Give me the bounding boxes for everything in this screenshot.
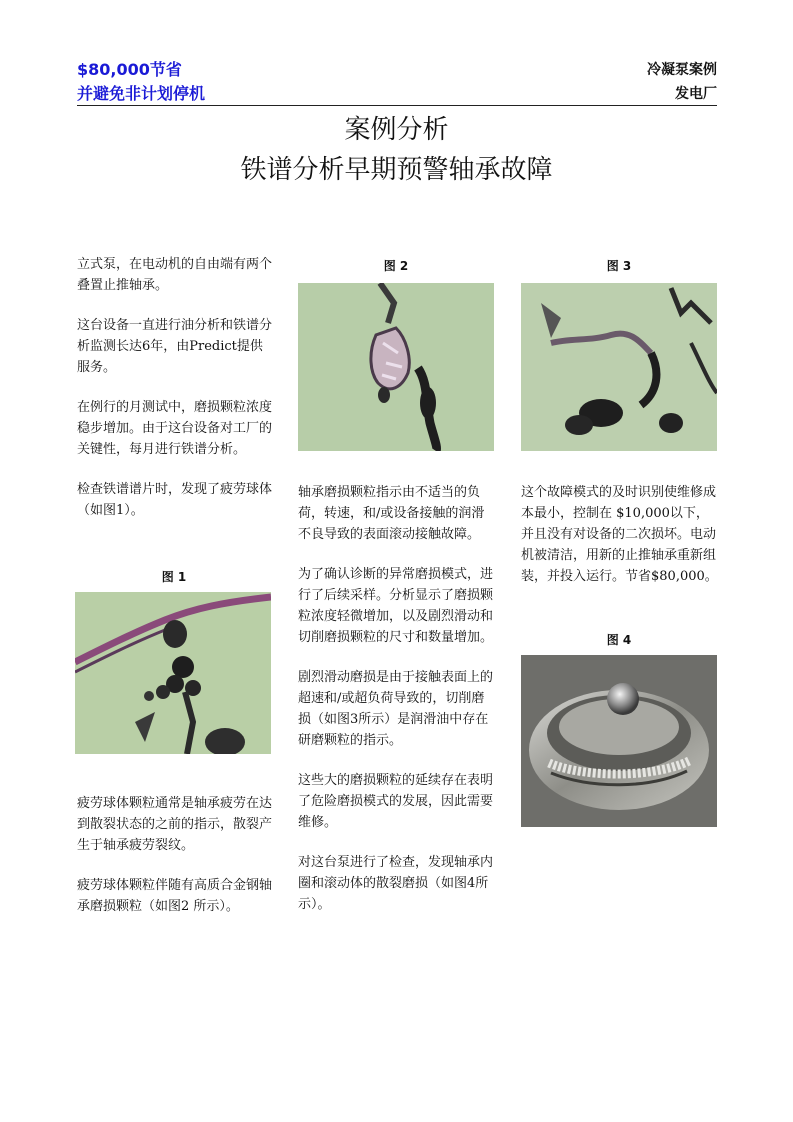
paragraph: 立式泵，在电动机的自由端有两个叠置止推轴承。: [77, 257, 273, 293]
column-3-text: [521, 482, 719, 606]
header-savings: [77, 58, 205, 106]
figure-1-photo: [75, 592, 271, 754]
column-1-bottom: [77, 793, 275, 936]
page-subtitle: 铁谱分析早期预警轴承故障: [240, 155, 553, 185]
header-case: [647, 58, 717, 106]
paragraph: 在例行的月测试中，磨损颗粒浓度稳步增加。由于这台设备对工厂的关键性，每月进行铁谱分析。: [77, 400, 273, 457]
figure-3-photo: [521, 283, 717, 451]
paragraph: 为了确认诊断的异常磨损模式，进行了后续采样。分析显示了磨损颗粒浓度轻微增加，以及剧烈滑动和切削磨损颗粒的尺寸和数量增加。: [298, 567, 494, 645]
figure-4-label: 图 4: [606, 633, 632, 647]
paragraph: 剧烈滑动磨损是由于接触表面上的超速和/或超负荷导致的，切削磨损（如图3所示）是润滑油中存在研磨颗粒的指示。: [298, 670, 494, 748]
paragraph: 这个故障模式的及时识别使维修成本最小，控制在 $10,000以下，并且没有对设备的二次损坏。电动机被清洁，用新的止推轴承重新组装，并投入运行。节省$80,000。: [521, 485, 718, 584]
paragraph: 疲劳球体颗粒伴随有高质合金钢轴承磨损颗粒（如图2 所示）。: [77, 878, 273, 914]
header-case-line1: 冷凝泵案例: [647, 62, 717, 78]
figure-2-photo: [298, 283, 494, 451]
paragraph: 疲劳球体颗粒通常是轴承疲劳在达到散裂状态的之前的指示，散裂产生于轴承疲劳裂纹。: [77, 796, 273, 853]
paragraph: 这些大的磨损颗粒的延续存在表明了危险磨损模式的发展，因此需要维修。: [298, 773, 494, 830]
column-1-top: [77, 254, 275, 540]
header-savings-line1: $80,000节省: [77, 60, 182, 79]
paragraph: 检查铁谱谱片时，发现了疲劳球体（如图1）。: [77, 482, 273, 518]
page-title: 案例分析: [344, 115, 449, 145]
figure-1-label: 图 1: [161, 570, 187, 584]
figure-3-label: 图 3: [606, 259, 632, 273]
header-case-line2: 发电厂: [675, 86, 717, 102]
column-2-text: [298, 482, 496, 934]
paragraph: 轴承磨损颗粒指示由不适当的负荷，转速，和/或设备接触的润滑不良导致的表面滚动接触故障。: [298, 485, 485, 542]
figure-2-label: 图 2: [383, 259, 409, 273]
figure-4-photo: [521, 655, 717, 827]
paragraph: 对这台泵进行了检查，发现轴承内圈和滚动体的散裂磨损（如图4所示）。: [298, 855, 494, 912]
header-savings-line2: 并避免非计划停机: [77, 84, 206, 103]
paragraph: 这台设备一直进行油分析和铁谱分析监测长达6年，由Predict提供服务。: [77, 318, 273, 375]
header-rule: [77, 105, 717, 106]
